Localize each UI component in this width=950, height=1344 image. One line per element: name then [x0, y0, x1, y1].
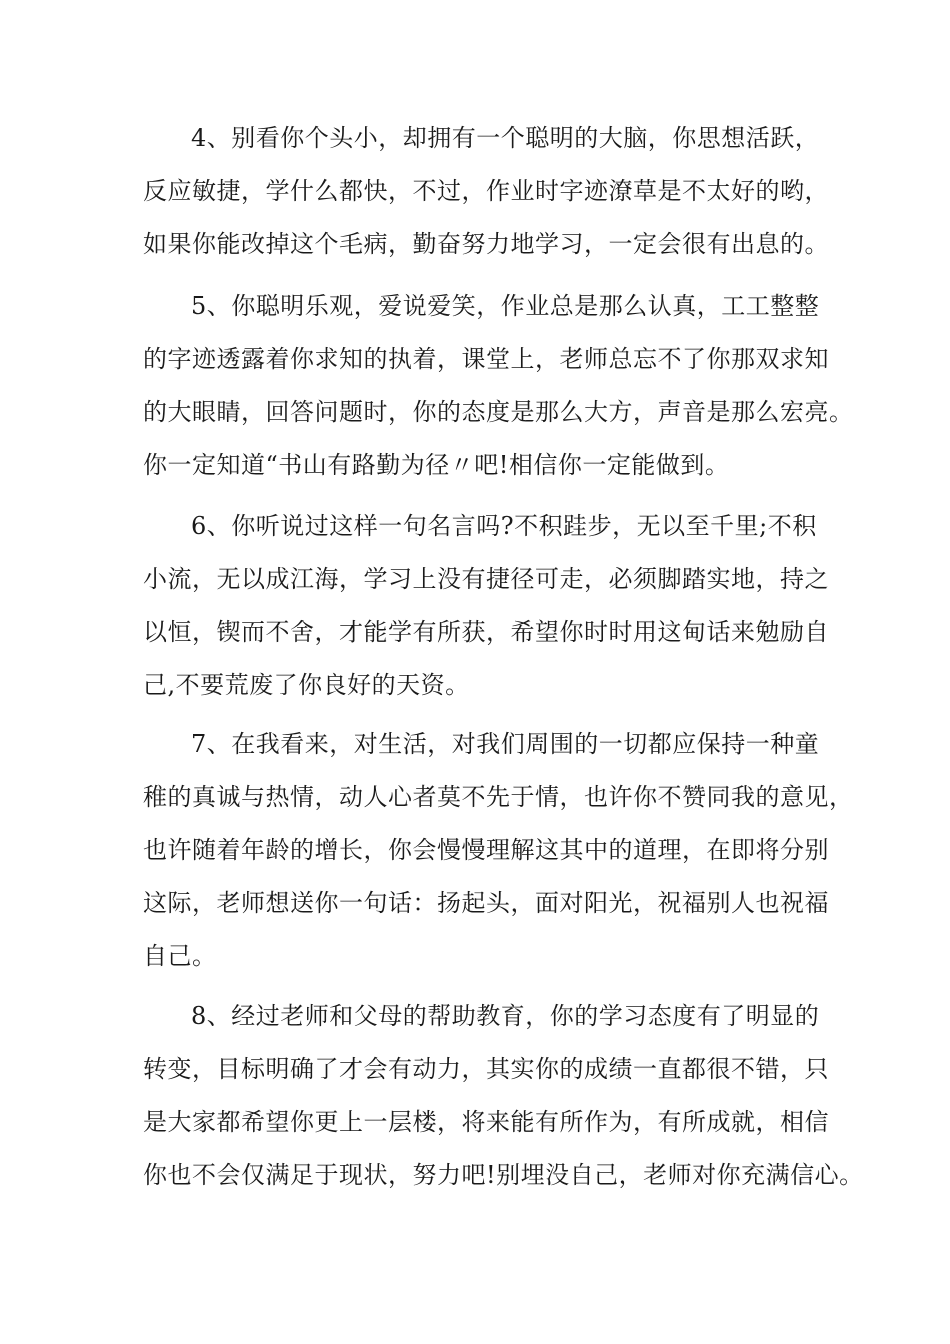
- paragraph-line: 4、别看你个头小，却拥有一个聪明的大脑，你思想活跃，: [191, 124, 820, 152]
- paragraph-line: 如果你能改掉这个毛病，勤奋努力地学习，一定会很有出息的。: [143, 230, 829, 258]
- paragraph-line: 自己。: [143, 942, 217, 970]
- paragraph-7: [143, 718, 854, 983]
- paragraph-line: 的大眼睛，回答问题时，你的态度是那么大方，声音是那么宏亮。: [143, 398, 854, 426]
- paragraph-line: 7、在我看来，对生活，对我们周围的一切都应保持一种童: [191, 730, 820, 758]
- paragraph-line: 也许随着年龄的增长，你会慢慢理解这其中的道理，在即将分别: [143, 836, 829, 864]
- paragraph-line: 你也不会仅满足于现状，努力吧!别埋没自己，老师对你充满信心。: [143, 1161, 864, 1189]
- paragraph-line: 你一定知道“书山有路勤为径〃吧!相信你一定能做到。: [143, 451, 730, 479]
- paragraph-4: [143, 112, 843, 271]
- paragraph-5: [143, 280, 854, 492]
- paragraph-line: 的字迹透露着你求知的执着，课堂上，老师总忘不了你那双求知: [143, 345, 829, 373]
- paragraph-line: 以恒，锲而不舍，才能学有所获，希望你时时用这甸话来勉励自: [143, 618, 829, 646]
- paragraph-line: 小流，无以成江海，学习上没有捷径可走，必须脚踏实地，持之: [143, 565, 829, 593]
- paragraph-line: 5、你聪明乐观，爱说爱笑，作业总是那么认真，工工整整: [191, 292, 820, 320]
- paragraph-line: 稚的真诚与热情，动人心者莫不先于情，也许你不赞同我的意见，: [143, 783, 854, 811]
- paragraph-8: [143, 990, 864, 1202]
- paragraph-line: 6、你听说过这样一句名言吗?不积跬步，无以至千里;不积: [191, 512, 817, 540]
- paragraph-line: 转变，目标明确了才会有动力，其实你的成绩一直都很不错，只: [143, 1055, 829, 1083]
- paragraph-line: 己,不要荒废了你良好的天资。: [143, 671, 470, 699]
- paragraph-line: 8、经过老师和父母的帮助教育，你的学习态度有了明显的: [191, 1002, 820, 1030]
- paragraph-6: [143, 500, 843, 712]
- paragraph-line: 这际，老师想送你一句话：扬起头，面对阳光，祝福别人也祝福: [143, 889, 829, 917]
- paragraph-line: 反应敏捷，学什么都快，不过，作业时字迹潦草是不太好的哟，: [143, 177, 829, 205]
- paragraph-line: 是大家都希望你更上一层楼，将来能有所作为，有所成就，相信: [143, 1108, 829, 1136]
